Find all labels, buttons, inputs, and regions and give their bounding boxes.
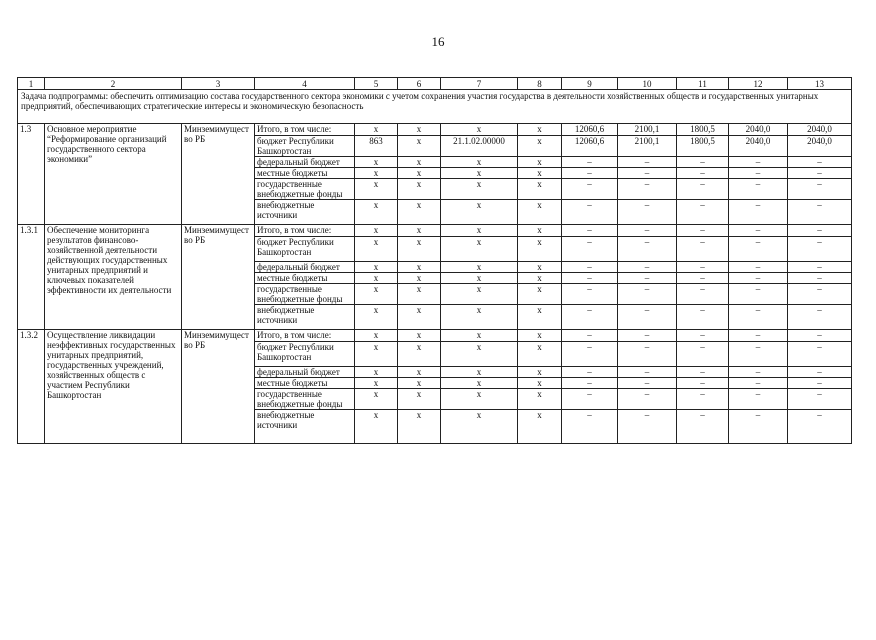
value-cell: –: [729, 389, 788, 410]
value-cell: x: [518, 367, 562, 378]
value-cell: 2040,0: [788, 124, 852, 136]
column-number: 4: [255, 78, 355, 90]
value-cell: x: [441, 389, 518, 410]
funding-source: внебюджетные источники: [255, 200, 355, 225]
value-cell: x: [355, 305, 398, 330]
funding-source: Итого, в том числе:: [255, 225, 355, 237]
value-cell: –: [677, 284, 729, 305]
value-cell: –: [618, 273, 677, 284]
activity-title: Осуществление ликвидации неэффективных государственных унитарных предприятий, государственных учреждений, хозяйственных обществ с участием Республики Башкортостан: [45, 330, 182, 444]
value-cell: –: [618, 389, 677, 410]
funding-source: местные бюджеты: [255, 378, 355, 389]
funding-source: федеральный бюджет: [255, 157, 355, 168]
value-cell: –: [677, 168, 729, 179]
funding-source: государственные внебюджетные фонды: [255, 284, 355, 305]
value-cell: x: [398, 330, 441, 342]
funding-source: внебюджетные источники: [255, 410, 355, 444]
value-cell: x: [518, 168, 562, 179]
value-cell: –: [618, 262, 677, 273]
column-number: 1: [18, 78, 45, 90]
value-cell: –: [618, 284, 677, 305]
value-cell: x: [398, 262, 441, 273]
value-cell: 863: [355, 136, 398, 157]
activity-number: 1.3: [18, 124, 45, 225]
value-cell: x: [518, 330, 562, 342]
value-cell: –: [618, 237, 677, 262]
value-cell: x: [518, 157, 562, 168]
value-cell: –: [677, 237, 729, 262]
value-cell: –: [618, 378, 677, 389]
value-cell: x: [518, 124, 562, 136]
column-number-header: [18, 78, 852, 90]
value-cell: x: [441, 262, 518, 273]
value-cell: –: [788, 200, 852, 225]
value-cell: 2040,0: [729, 124, 788, 136]
page-number: 16: [431, 34, 445, 49]
value-cell: x: [355, 330, 398, 342]
value-cell: x: [355, 237, 398, 262]
value-cell: x: [398, 305, 441, 330]
value-cell: –: [729, 237, 788, 262]
value-cell: –: [729, 378, 788, 389]
value-cell: 1800,5: [677, 124, 729, 136]
value-cell: x: [355, 342, 398, 367]
value-cell: x: [355, 225, 398, 237]
value-cell: x: [398, 389, 441, 410]
funding-source: местные бюджеты: [255, 273, 355, 284]
value-cell: –: [788, 410, 852, 444]
funding-source: государственные внебюджетные фонды: [255, 179, 355, 200]
value-cell: –: [677, 330, 729, 342]
value-cell: –: [618, 200, 677, 225]
value-cell: –: [562, 273, 618, 284]
funding-source: федеральный бюджет: [255, 367, 355, 378]
value-cell: 2100,1: [618, 136, 677, 157]
value-cell: x: [441, 225, 518, 237]
value-cell: x: [398, 284, 441, 305]
value-cell: –: [677, 262, 729, 273]
value-cell: 1800,5: [677, 136, 729, 157]
value-cell: –: [788, 378, 852, 389]
value-cell: x: [441, 284, 518, 305]
column-number: 9: [562, 78, 618, 90]
value-cell: –: [788, 342, 852, 367]
value-cell: x: [518, 136, 562, 157]
table-row: [18, 124, 852, 136]
value-cell: x: [518, 342, 562, 367]
column-number: 7: [441, 78, 518, 90]
value-cell: x: [441, 237, 518, 262]
value-cell: –: [618, 179, 677, 200]
value-cell: –: [677, 378, 729, 389]
value-cell: x: [398, 124, 441, 136]
value-cell: –: [788, 284, 852, 305]
value-cell: –: [677, 179, 729, 200]
value-cell: x: [441, 410, 518, 444]
column-number: 13: [788, 78, 852, 90]
value-cell: –: [788, 157, 852, 168]
value-cell: –: [618, 305, 677, 330]
value-cell: –: [618, 342, 677, 367]
value-cell: –: [729, 284, 788, 305]
value-cell: –: [729, 179, 788, 200]
value-cell: 21.1.02.00000: [441, 136, 518, 157]
value-cell: –: [562, 284, 618, 305]
value-cell: x: [398, 168, 441, 179]
value-cell: –: [618, 410, 677, 444]
value-cell: –: [729, 262, 788, 273]
value-cell: x: [441, 124, 518, 136]
value-cell: x: [355, 157, 398, 168]
column-number: 8: [518, 78, 562, 90]
value-cell: –: [562, 367, 618, 378]
activity-number: 1.3.2: [18, 330, 45, 444]
activity-executor: Минземимущество РБ: [182, 124, 255, 225]
value-cell: –: [618, 157, 677, 168]
value-cell: –: [562, 200, 618, 225]
column-number: 11: [677, 78, 729, 90]
value-cell: x: [398, 179, 441, 200]
value-cell: –: [562, 389, 618, 410]
value-cell: x: [518, 273, 562, 284]
value-cell: –: [562, 305, 618, 330]
value-cell: –: [729, 157, 788, 168]
funding-source: местные бюджеты: [255, 168, 355, 179]
value-cell: –: [788, 330, 852, 342]
value-cell: –: [788, 262, 852, 273]
value-cell: –: [677, 367, 729, 378]
value-cell: –: [677, 273, 729, 284]
value-cell: –: [729, 168, 788, 179]
value-cell: x: [398, 136, 441, 157]
value-cell: x: [518, 262, 562, 273]
value-cell: x: [355, 389, 398, 410]
funding-source: Итого, в том числе:: [255, 330, 355, 342]
value-cell: x: [398, 273, 441, 284]
value-cell: 12060,6: [562, 124, 618, 136]
value-cell: x: [441, 367, 518, 378]
value-cell: x: [355, 262, 398, 273]
value-cell: x: [441, 305, 518, 330]
value-cell: 12060,6: [562, 136, 618, 157]
activity-number: 1.3.1: [18, 225, 45, 330]
value-cell: x: [355, 273, 398, 284]
value-cell: –: [562, 157, 618, 168]
value-cell: –: [562, 179, 618, 200]
value-cell: x: [398, 367, 441, 378]
funding-source: бюджет Республики Башкортостан: [255, 237, 355, 262]
value-cell: x: [398, 237, 441, 262]
value-cell: –: [788, 367, 852, 378]
value-cell: x: [398, 157, 441, 168]
value-cell: –: [562, 237, 618, 262]
value-cell: –: [618, 168, 677, 179]
value-cell: –: [677, 157, 729, 168]
value-cell: –: [618, 330, 677, 342]
value-cell: x: [398, 378, 441, 389]
value-cell: x: [355, 200, 398, 225]
value-cell: –: [729, 225, 788, 237]
funding-source: бюджет Республики Башкортостан: [255, 136, 355, 157]
value-cell: –: [788, 225, 852, 237]
value-cell: –: [788, 179, 852, 200]
value-cell: x: [355, 168, 398, 179]
value-cell: x: [355, 378, 398, 389]
value-cell: x: [355, 367, 398, 378]
activity-executor: Минземимущество РБ: [182, 225, 255, 330]
value-cell: x: [518, 200, 562, 225]
value-cell: x: [441, 330, 518, 342]
value-cell: 2040,0: [729, 136, 788, 157]
value-cell: –: [729, 410, 788, 444]
value-cell: –: [729, 305, 788, 330]
value-cell: x: [518, 284, 562, 305]
value-cell: –: [562, 330, 618, 342]
value-cell: –: [729, 273, 788, 284]
funding-source: государственные внебюджетные фонды: [255, 389, 355, 410]
value-cell: x: [518, 225, 562, 237]
value-cell: –: [788, 168, 852, 179]
value-cell: –: [788, 237, 852, 262]
value-cell: –: [677, 342, 729, 367]
value-cell: x: [518, 179, 562, 200]
value-cell: x: [441, 200, 518, 225]
value-cell: –: [788, 389, 852, 410]
funding-source: федеральный бюджет: [255, 262, 355, 273]
value-cell: 2040,0: [788, 136, 852, 157]
value-cell: –: [677, 200, 729, 225]
value-cell: x: [398, 410, 441, 444]
value-cell: x: [398, 200, 441, 225]
value-cell: x: [518, 389, 562, 410]
column-number: 10: [618, 78, 677, 90]
column-number: 5: [355, 78, 398, 90]
value-cell: x: [441, 378, 518, 389]
value-cell: 2100,1: [618, 124, 677, 136]
table-row: [18, 330, 852, 342]
value-cell: –: [677, 389, 729, 410]
value-cell: –: [562, 262, 618, 273]
value-cell: x: [441, 157, 518, 168]
column-number: 2: [45, 78, 182, 90]
activity-title: Основное мероприятие “Реформирование организаций государственного сектора экономики”: [45, 124, 182, 225]
value-cell: –: [562, 378, 618, 389]
funding-source: Итого, в том числе:: [255, 124, 355, 136]
task-row: [18, 90, 852, 124]
value-cell: –: [729, 342, 788, 367]
financing-table: [17, 77, 852, 444]
value-cell: x: [518, 305, 562, 330]
value-cell: x: [355, 124, 398, 136]
value-cell: –: [677, 305, 729, 330]
value-cell: x: [355, 284, 398, 305]
value-cell: x: [355, 179, 398, 200]
value-cell: x: [441, 168, 518, 179]
column-number: 12: [729, 78, 788, 90]
funding-source: бюджет Республики Башкортостан: [255, 342, 355, 367]
value-cell: –: [729, 330, 788, 342]
activity-executor: Минземимущество РБ: [182, 330, 255, 444]
value-cell: x: [441, 273, 518, 284]
value-cell: –: [788, 273, 852, 284]
value-cell: –: [677, 410, 729, 444]
activity-title: Обеспечение мониторинга результатов финансово-хозяйственной деятельности действующих государственных унитарных предприятий и ключевых показателей эффективности их деятельности: [45, 225, 182, 330]
value-cell: x: [518, 378, 562, 389]
value-cell: –: [562, 225, 618, 237]
value-cell: x: [398, 225, 441, 237]
value-cell: x: [518, 237, 562, 262]
value-cell: –: [562, 168, 618, 179]
value-cell: –: [788, 305, 852, 330]
value-cell: x: [441, 342, 518, 367]
table-row: [18, 225, 852, 237]
task-description: Задача подпрограммы: обеспечить оптимизацию состава государственного сектора экономики с учетом сохранения участия государства в деятельности хозяйственных обществ и государственных унитарных предприятий, обеспечивающих стратегические интересы и экономическую безопасность: [18, 90, 852, 124]
value-cell: x: [441, 179, 518, 200]
funding-source: внебюджетные источники: [255, 305, 355, 330]
value-cell: –: [562, 342, 618, 367]
value-cell: –: [677, 225, 729, 237]
column-number: 3: [182, 78, 255, 90]
value-cell: x: [355, 410, 398, 444]
value-cell: –: [729, 200, 788, 225]
value-cell: x: [398, 342, 441, 367]
value-cell: x: [518, 410, 562, 444]
value-cell: –: [729, 367, 788, 378]
value-cell: –: [562, 410, 618, 444]
column-number: 6: [398, 78, 441, 90]
value-cell: –: [618, 225, 677, 237]
value-cell: –: [618, 367, 677, 378]
